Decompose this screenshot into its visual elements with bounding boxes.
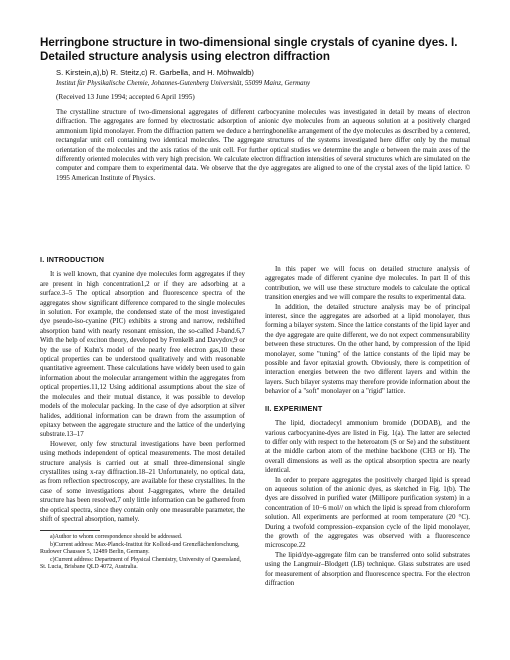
paragraph: In this paper we will focus on detailed structure analysis of aggregates made of different cyanine dye molecules. In part II of this contribution, we will use these structure models to calculate the optical transition energies and we will compare the results to experimental data. xyxy=(265,265,470,302)
right-column xyxy=(265,265,470,588)
left-column xyxy=(40,255,245,571)
footnote-c: c)Current address: Department of Physical Chemistry, University of Queensland, St. Lucia, Brisbane QLD 4072, Australia. xyxy=(40,556,242,570)
footnote-b: b)Current address: Max-Planck-Institut für Kolloid-und Grenzflächenforschung, Rudower Chaussee 5, 12489 Berlin, Germany. xyxy=(40,541,240,556)
footnote-a: a)Author to whom correspondence should be addressed. xyxy=(50,534,183,541)
paragraph: It is well known, that cyanine dye molecules form aggregates if they are present in high concentration1,2 or if they are adsorbing at a surface.3–5 The optical absorption and fluorescence spectra of the aggregates show significant difference compared to the single molecules in solution. For example, the condensed state of the most investigated dye pseudo-iso-cyanine (PIC) exhibits a strong and narrow, redshifted absorption band with nearly resonant emission, the so-called J-band.6,7 With the help of exciton theory, developed by Frenkel8 and Davydov,9 or by the use of Kuhn's model of the nearly free electron gas,10 these optical properties can be understood qualitatively and with reasonable quantitative agreement. These calculations have widely been used to gain information about the molecular arrangement within the aggregates from optical properties.11,12 Using additional assumptions about the size of the molecules and their mutual distance, it was possible to develop models of the molecular packing. In the case of dye adsorption at silver halides, additional information can be drawn from the assumption of epitaxy between the aggregate structure and the lattice of the underlying substrate.13–17 xyxy=(40,270,245,439)
author-list: S. Kirstein,a),b) R. Steitz,c) R. Garbella, and H. Möhwaldb) xyxy=(56,68,254,77)
section-heading-experiment: II. EXPERIMENT xyxy=(265,403,323,413)
section-heading-introduction: I. INTRODUCTION xyxy=(40,255,105,264)
footnote-rule xyxy=(40,530,100,531)
paragraph: However, only few structural investigations have been performed using methods independent of optical measurements. The most detailed structure analysis is carried out at small three-dimensional single crystallites using x-ray diffraction.18–21 Unfortunately, no optical data, as from reflection spectroscopy, are available for these crystallites. In the case of some investigations about J-aggregates, where the detailed structure has been resolved,7 only little information can be gathered from the optical spectra, since they contain only one measurable parameter, the shift of spectral absorption, namely. xyxy=(40,439,245,523)
received-date: (Received 13 June 1994; accepted 6 April 1995) xyxy=(56,93,195,101)
paragraph: The lipid/dye-aggregate film can be transferred onto solid substrates using the Langmuir–Blodgett (LB) technique. Glass substrates are used for measurement of absorption and fluorescence spectra. For the electron diffraction xyxy=(265,550,470,587)
paragraph: In addition, the detailed structure analysis may be of principal interest, since the aggregates are adsorbed at a lipid monolayer, thus forming a bilayer system. Since the lattice constants of the lipid layer and the dye aggregate are quite different, we do not expect commensurability between these structures. On the other hand, by compression of the lipid monolayer, some "tuning" of the lattice constants of the lipid may be possible and favor epitaxial growth. Obviously, there is competition of interaction energies between the two different layers and within the layers. Such bilayer systems may therefore provide information about the behavior of a "soft" monolayer on a "rigid" lattice. xyxy=(265,302,470,396)
abstract: The crystalline structure of two-dimensional aggregates of different carbocyanine molecules was investigated in detail by means of electron diffraction. The aggregates are formed by electrostatic adsorption of anionic dye molecules from an aqueous solution at a positively charged ammonium lipid monolayer. From the diffraction pattern we deduce a herringbonelike arrangement of the dye molecules as described by a centered, rectangular unit cell containing two identical molecules. The aggregate structures of the systems investigated here differ only by the mutual orientation of the molecules and the axis ratios of the unit cell. For further optical studies we determine the angle α between the main axes of the differently oriented molecules with very high precision. We calculate electron diffraction intensities of several structures which are simulated on the computer and compare them to experimental data. We observe that the dye aggregates are aligned to one of the crystal axes of the lipid lattice. © 1995 American Institute of Physics. xyxy=(56,108,470,182)
paragraph: In order to prepare aggregates the positively charged lipid is spread on aqueous solution of the anionic dyes, as sketched in Fig. 1(b). The dyes are dissolved in purified water (Millipore purification system) in a concentration of 10−6 mol// on which the lipid is spread from chloroform solution. All experiments are performed at room temperature (20 °C). During a twofold compression–expansion cycle of the lipid monolayer, the growth of the aggregates was observed with a fluorescence microscope.22 xyxy=(265,475,470,550)
article-title: Herringbone structure in two-dimensional single crystals of cyanine dyes. I. Detailed structure analysis using electron diffraction xyxy=(40,36,458,63)
paragraph: The lipid, dioctadecyl ammonium bromide (DODAB), and the various carbocyanine-dyes are listed in Fig. 1(a). The latter are selected to differ only with respect to the heteroatom (S or Se) and the substituent at the middle carbon atom of the methine backbone (CH3 or H). The overall dimensions as well as the optical absorption spectra are nearly identical. xyxy=(265,419,470,475)
affiliation: Institut für Physikalische Chemie, Johannes-Gutenberg Universität, 55099 Mainz, Germany xyxy=(56,80,311,87)
